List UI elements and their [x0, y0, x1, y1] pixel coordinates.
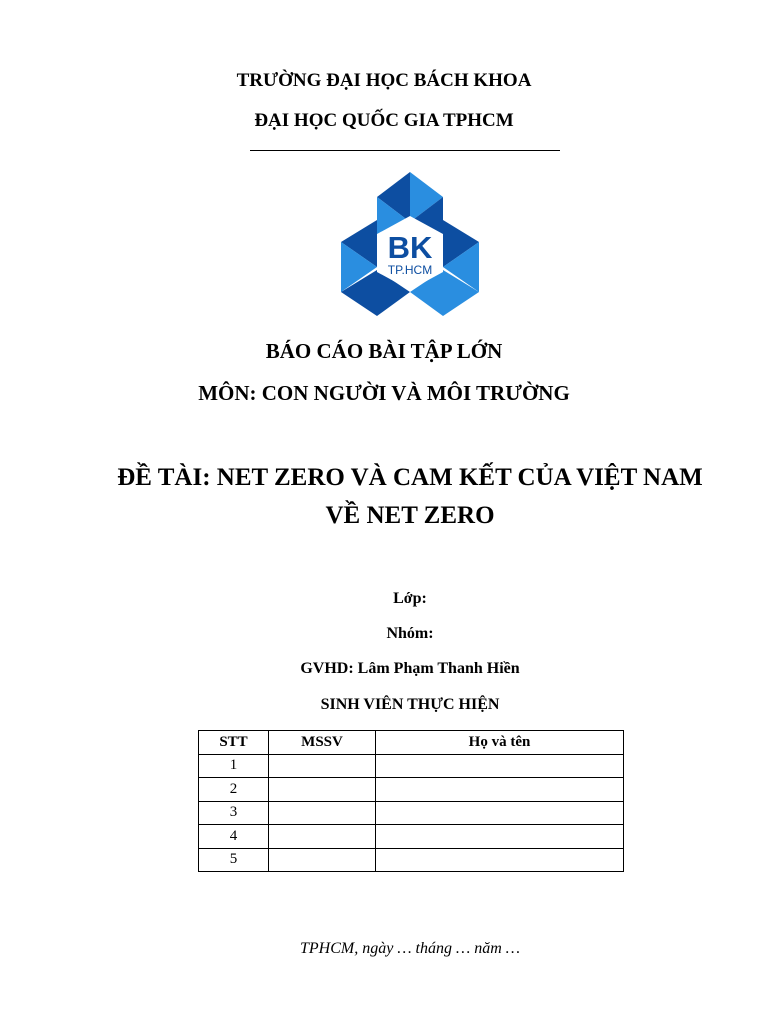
class-label: Lớp:	[393, 590, 427, 607]
group-label: Nhóm:	[386, 625, 434, 642]
cell-name	[376, 848, 624, 872]
cell-name	[376, 825, 624, 849]
report-title: BÁO CÁO BÀI TẬP LỚN	[265, 339, 503, 363]
cell-mssv	[269, 778, 376, 802]
topic-line-2: VỀ NET ZERO	[325, 502, 495, 529]
cell-mssv	[269, 825, 376, 849]
university-name: ĐẠI HỌC QUỐC GIA TPHCM	[254, 110, 514, 131]
cell-stt: 1	[199, 754, 269, 778]
date-line: TPHCM, ngày … tháng … năm …	[299, 940, 520, 957]
logo-sub-text: TP.HCM	[387, 263, 433, 277]
school-name: TRƯỜNG ĐẠI HỌC BÁCH KHOA	[236, 70, 532, 91]
table-row	[199, 848, 624, 872]
table-row	[199, 778, 624, 802]
cell-stt: 2	[199, 778, 269, 802]
table-row	[199, 825, 624, 849]
cell-stt: 4	[199, 825, 269, 849]
cell-name	[376, 778, 624, 802]
col-header-name: Họ và tên	[376, 731, 624, 755]
header-divider	[250, 150, 560, 151]
cell-name	[376, 801, 624, 825]
logo-main-text: BK	[387, 230, 433, 265]
student-table	[198, 730, 624, 872]
subject-title: MÔN: CON NGƯỜI VÀ MÔI TRƯỜNG	[198, 381, 570, 405]
table-row	[199, 754, 624, 778]
cell-mssv	[269, 754, 376, 778]
cell-mssv	[269, 848, 376, 872]
cell-name	[376, 754, 624, 778]
topic-line-1: ĐỀ TÀI: NET ZERO VÀ CAM KẾT CỦA VIỆT NAM	[117, 464, 703, 491]
col-header-mssv: MSSV	[269, 731, 376, 755]
students-heading: SINH VIÊN THỰC HIỆN	[320, 696, 500, 713]
cell-stt: 3	[199, 801, 269, 825]
col-header-stt: STT	[199, 731, 269, 755]
table-header-row	[199, 731, 624, 755]
bk-logo	[339, 172, 481, 318]
cell-stt: 5	[199, 848, 269, 872]
cell-mssv	[269, 801, 376, 825]
advisor-label: GVHD: Lâm Phạm Thanh Hiền	[300, 660, 520, 677]
table-row	[199, 801, 624, 825]
